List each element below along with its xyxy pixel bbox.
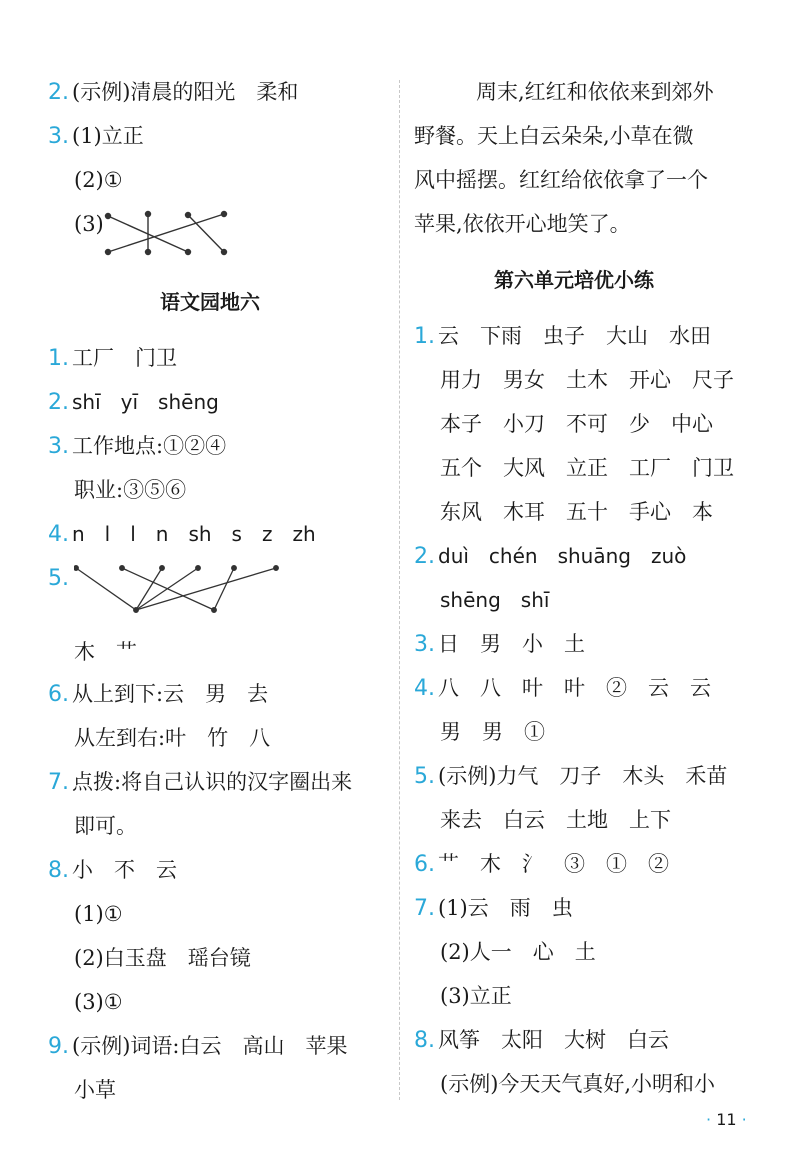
s6-answer-1: 6. 从上到下:云 男 去 bbox=[48, 682, 269, 707]
r8-answer-2: (示例)今天天气真好,小明和小 bbox=[440, 1072, 716, 1096]
s6-answer-2: 从左到右:叶 竹 八 bbox=[74, 726, 271, 750]
r7-answer-2: (2)人一 心 土 bbox=[440, 940, 596, 964]
s8-answer-4: (3)① bbox=[74, 990, 123, 1014]
column-divider bbox=[399, 80, 400, 1100]
r2-answer-1: 2. duì chén shuāng zuò bbox=[414, 544, 687, 569]
s8-answer-2: (1)① bbox=[74, 902, 123, 926]
r1-answer-1: 1. 云 下雨 虫子 大山 水田 bbox=[414, 324, 711, 349]
matching-diagram-s5 bbox=[74, 564, 284, 616]
s7-answer-2: 即可。 bbox=[74, 814, 137, 838]
s8-answer-1: 8. 小 不 云 bbox=[48, 858, 177, 883]
r4-answer-1: 4. 八 八 叶 叶 ② 云 云 bbox=[414, 676, 711, 701]
q3-answer-2: (2)① bbox=[74, 168, 123, 192]
r1-answer-3: 本子 小刀 不可 少 中心 bbox=[440, 412, 713, 436]
r1-answer-2: 用力 男女 土木 开心 尺子 bbox=[440, 368, 734, 392]
r5-answer-2: 来去 白云 土地 上下 bbox=[440, 808, 671, 832]
s9-answer-2: 小草 bbox=[74, 1078, 116, 1102]
r1-answer-5: 东风 木耳 五十 手心 本 bbox=[440, 500, 713, 524]
r6-answer: 6. 艹 木 氵 ③ ① ② bbox=[414, 852, 669, 877]
s3-answer-1: 3. 工作地点:①②④ bbox=[48, 434, 227, 459]
r8-answer-1: 8. 风筝 太阳 大树 白云 bbox=[414, 1028, 669, 1053]
s9-answer-1: 9. (示例)词语:白云 高山 苹果 bbox=[48, 1034, 348, 1059]
s5-answer: 5. bbox=[48, 566, 69, 591]
paragraph-line-2: 野餐。天上白云朵朵,小草在微 bbox=[414, 124, 694, 148]
section-title-unit6: 第六单元培优小练 bbox=[494, 268, 654, 292]
page-number: · 11 · bbox=[706, 1110, 747, 1129]
matching-diagram-q3 bbox=[104, 208, 234, 258]
s8-answer-3: (2)白玉盘 瑶台镜 bbox=[74, 946, 251, 970]
paragraph-line-1: 周末,红红和依依来到郊外 bbox=[476, 80, 714, 104]
r3-answer: 3. 日 男 小 土 bbox=[414, 632, 585, 657]
r2-answer-2: shēng shī bbox=[440, 588, 550, 612]
r7-answer-3: (3)立正 bbox=[440, 984, 512, 1008]
s5-labels: 木 艹 bbox=[74, 640, 137, 664]
r1-answer-4: 五个 大风 立正 工厂 门卫 bbox=[440, 456, 734, 480]
s1-answer: 1. 工厂 门卫 bbox=[48, 346, 177, 371]
r7-answer-1: 7. (1)云 雨 虫 bbox=[414, 896, 573, 921]
q3-answer-3: (3) bbox=[74, 212, 104, 236]
s7-answer-1: 7. 点拨:将自己认识的汉字圈出来 bbox=[48, 770, 353, 795]
q2-answer: 2. (示例)清晨的阳光 柔和 bbox=[48, 80, 299, 105]
q3-answer-1: 3. (1)立正 bbox=[48, 124, 144, 149]
r4-answer-2: 男 男 ① bbox=[440, 720, 545, 744]
s4-answer: 4. n l l n sh s z zh bbox=[48, 522, 316, 547]
paragraph-line-3: 风中摇摆。红红给依依拿了一个 bbox=[414, 168, 708, 192]
s3-answer-2: 职业:③⑤⑥ bbox=[74, 478, 187, 502]
s2-answer: 2. shī yī shēng bbox=[48, 390, 219, 415]
paragraph-line-4: 苹果,依依开心地笑了。 bbox=[414, 212, 631, 236]
diagram-line bbox=[108, 214, 224, 252]
r5-answer-1: 5. (示例)力气 刀子 木头 禾苗 bbox=[414, 764, 728, 789]
section-title-yuwen-yuandi: 语文园地六 bbox=[160, 290, 260, 314]
